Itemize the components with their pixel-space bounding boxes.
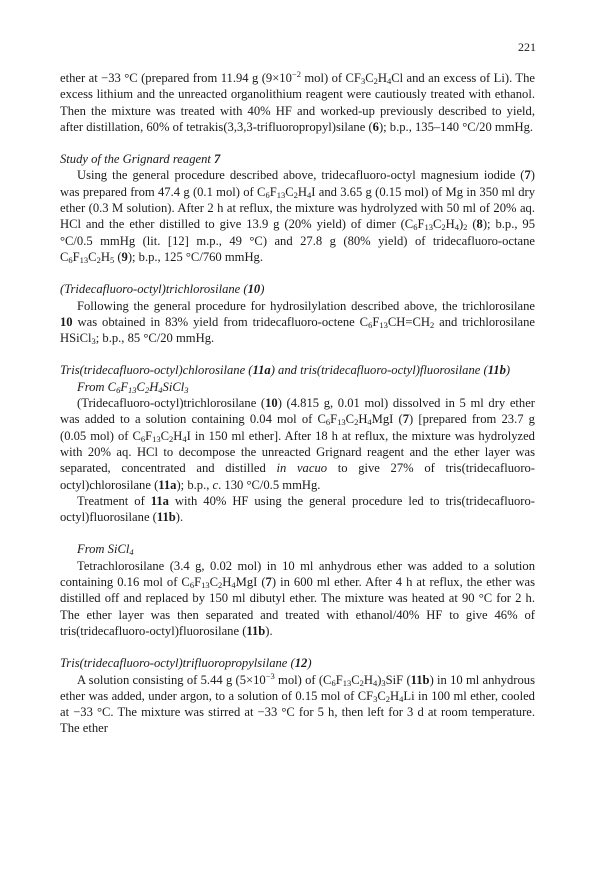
paragraph: (Tridecafluoro-octyl)trichlorosilane (10) (4.815 g, 0.01 mol) dissolved in 5 ml dry ether was added to a solution containing 0.04 mol of $C_6F_{13}C_2H_4MgI$ (7) [prepared from 23.7 g (0.05 mol) of $C_6F_{13}C_2H_4I$ in 150 ml ether]. After 18 h at reflux, the mixture was hydrolyzed with 20% aq. HCl to decompose the unreacted Grignard reagent and the ether layer was separated, concentrated and distilled in vacuo to give 27% of tris(tridecafluoro-octyl)chlorosilane (11a); b.p., c. 130 °C/0.5 mmHg. xyxy=(60,396,535,492)
article-body xyxy=(60,70,535,737)
spacer xyxy=(60,346,535,362)
paragraph: A solution consisting of 5.44 g ($5\times 10^{-3}$ mol) of $(C_6F_{13}C_2H_4)_3SiF$ (11b) in 10 ml anhydrous ether was added, under argon, to a solution of 0.15 mol of $CF_3C_2H_4Li$ in 100 ml ether, cooled at −33 °C. The mixture was stirred at −33 °C for 5 h, then left for 3 d at room temperature. The ether xyxy=(60,670,535,736)
spacer xyxy=(60,135,535,151)
paragraph: Tetrachlorosilane (3.4 g, 0.02 mol) in 10 ml anhydrous ether was added to a solution containing 0.16 mol of $C_6F_{13}C_2H_4MgI$ (7) in 600 ml ether. After 4 h at reflux, the ether was distilled off and replaced by 150 ml dibutyl ether. The mixture was heated at 90 °C for 2 h. The ether layer was then separated and treated with ethanol/40% HF to give 46% of tris(tridecafluoro-octyl)fluorosilane (11b). xyxy=(60,558,536,638)
subsection-heading: From SiCl$_4$ xyxy=(77,542,134,558)
section-heading: Tris(tridecafluoro-octyl)chlorosilane (11a) and tris(tridecafluoro-octyl)fluorosilane (11b) xyxy=(60,363,511,378)
paragraph: Using the general procedure described above, tridecafluoro-octyl magnesium iodide (7) was prepared from 47.4 g (0.1 mol) of $C_6F_{13}C_2H_4I$ and 3.65 g (0.15 mol) of Mg in 350 ml dry ether (0.3 M solution). After 2 h at reflux, the mixture was hydrolyzed with 50 ml of 20% aq. HCl and the ether distilled to give 13.9 g (20% yield) of dimer $(C_6F_{13}C_2H_4)_2$ (8); b.p., 95 °C/0.5 mmHg (lit. [12] m.p., 49 °C) and 27.8 g (80% yield) of tridecafluoro-octane $C_6F_{13}C_2H_5$ (9); b.p., 125 °C/760 mmHg. xyxy=(60,168,536,265)
paragraph: Following the general procedure for hydrosilylation described above, the trichlorosilane 10 was obtained in 83% yield from tridecafluoro-octene $C_6F_{13}CH=CH_2$ and trichlorosilane HSiCl$_3$; b.p., 85 °C/20 mmHg. xyxy=(60,298,535,347)
paragraph: ether at −33 °C (prepared from 11.94 g ($9\times 10^{-2}$ mol) of $CF_3C_2H_4Cl$ and an excess of Li). The excess lithium and the unreacted organolithium reagent were cautiously treated with ethanol. Then the mixture was treated with 40% HF and worked-up previously described to yield, after distillation, 60% of tetrakis(3,3,3-trifluoropropyl)silane (6); b.p., 135–140 °C/20 mmHg. xyxy=(60,69,535,134)
spacer xyxy=(60,525,535,541)
page-number: 221 xyxy=(518,40,536,54)
section-heading: (Tridecafluoro-octyl)trichlorosilane (10) xyxy=(60,282,265,297)
section-heading: Tris(tridecafluoro-octyl)trifluoropropylsilane (12) xyxy=(60,656,312,671)
spacer xyxy=(60,639,535,655)
section-heading: Study of the Grignard reagent 7 xyxy=(60,152,221,167)
spacer xyxy=(60,265,535,281)
subsection-heading: From $C_6F_{13}C_2H_4SiCl_3$ xyxy=(77,379,189,395)
paragraph: Treatment of 11a with 40% HF using the general procedure led to tris(tridecafluoro-octyl)fluorosilane (11b). xyxy=(60,493,535,525)
